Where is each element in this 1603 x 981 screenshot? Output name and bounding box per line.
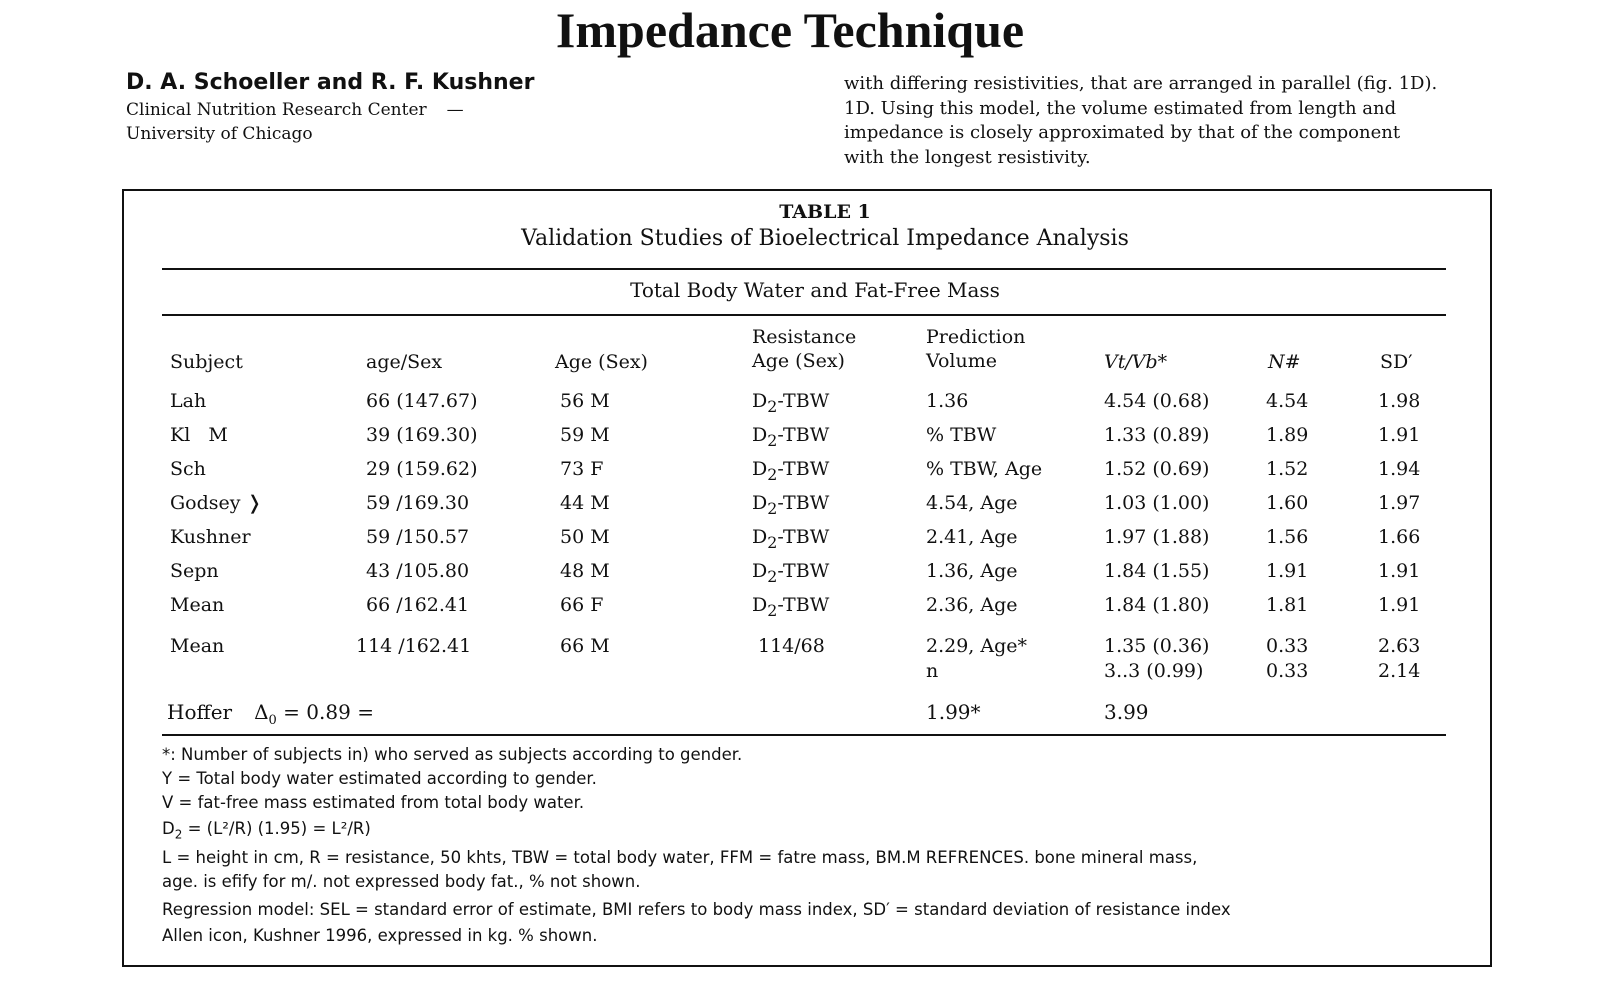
row-4-age-sex: 59 /169.30 bbox=[366, 492, 470, 514]
table-rule-header bbox=[162, 314, 1446, 316]
row-1-method: $D_2$-TBW bbox=[752, 390, 830, 416]
row-6-age-sex: 43 /105.80 bbox=[366, 560, 470, 582]
affiliation-line-2: University of Chicago bbox=[126, 124, 313, 144]
header-age-sex: age/Sex bbox=[366, 351, 443, 373]
footnote-3: V = fat-free mass estimated from total body water. bbox=[162, 793, 585, 812]
table-subtitle: Total Body Water and Fat-Free Mass bbox=[630, 278, 1000, 302]
row-1-vt-vb: 4.54 (0.68) bbox=[1104, 390, 1210, 412]
row-6-age-sex-2: 48 M bbox=[560, 560, 610, 582]
row-6-prediction: 1.36, Age bbox=[926, 560, 1018, 582]
row-4-n: 1.60 bbox=[1266, 492, 1309, 514]
footnote-8: Allen icon, Kushner 1996, expressed in kg. % shown. bbox=[162, 926, 598, 945]
row-4-method: $D_2$-TBW bbox=[752, 492, 830, 518]
row-5-subject: Kushner bbox=[170, 526, 251, 548]
row-6-method: $D_2$-TBW bbox=[752, 560, 830, 586]
row-8-method: 114/68 bbox=[758, 635, 825, 657]
row-1-prediction: 1.36 bbox=[926, 390, 969, 412]
header-prediction bbox=[926, 325, 1025, 373]
header-vt-vb: Vt/Vb* bbox=[1104, 351, 1168, 373]
row-7-method: $D_2$-TBW bbox=[752, 594, 830, 620]
row-4-prediction: 4.54, Age bbox=[926, 492, 1018, 514]
row-2-n: 1.89 bbox=[1266, 424, 1309, 446]
row-1-n: 4.54 bbox=[1266, 390, 1309, 412]
row-7-n: 1.81 bbox=[1266, 594, 1309, 616]
footnote-1: *: Number of subjects in) who served as subjects according to gender. bbox=[162, 745, 743, 764]
row-5-method: $D_2$-TBW bbox=[752, 526, 830, 552]
row-5-sd: 1.66 bbox=[1378, 526, 1421, 548]
row-6-vt-vb: 1.84 (1.55) bbox=[1104, 560, 1210, 582]
row-2-age-sex-2: 59 M bbox=[560, 424, 610, 446]
affiliation-dash: — bbox=[446, 100, 464, 120]
affiliation-center: Clinical Nutrition Research Center bbox=[126, 100, 427, 120]
row-1-age-sex: 66 (147.67) bbox=[366, 390, 478, 412]
row-2-prediction: % TBW bbox=[926, 424, 997, 446]
row-3-subject: Sch bbox=[170, 458, 206, 480]
row-6-n: 1.91 bbox=[1266, 560, 1309, 582]
table-rule-bottom bbox=[162, 734, 1446, 736]
table-label: TABLE 1 bbox=[779, 201, 871, 223]
header-prediction-line-2: Volume bbox=[926, 350, 997, 372]
row-5-age-sex-2: 50 M bbox=[560, 526, 610, 548]
intro-line: impedance is closely approximated by that of the component bbox=[844, 122, 1401, 143]
row-4-vt-vb: 1.03 (1.00) bbox=[1104, 492, 1210, 514]
row-8-age-sex-2: 66 M bbox=[560, 635, 610, 657]
row-8-vt-vb: 1.35 (0.36) bbox=[1104, 635, 1210, 657]
row-1-subject: Lah bbox=[170, 390, 207, 412]
row-7-vt-vb: 1.84 (1.80) bbox=[1104, 594, 1210, 616]
row-8-n: 0.33 bbox=[1266, 635, 1309, 657]
row-2-vt-vb: 1.33 (0.89) bbox=[1104, 424, 1210, 446]
header-age-sex-2: Age (Sex) bbox=[555, 351, 648, 373]
row-1-sd: 1.98 bbox=[1378, 390, 1421, 412]
header-resistance-line-1: Resistance bbox=[752, 326, 857, 348]
row-7-prediction: 2.36, Age bbox=[926, 594, 1018, 616]
row-2-subject: Kl M bbox=[170, 424, 228, 446]
row-2-age-sex: 39 (169.30) bbox=[366, 424, 478, 446]
header-subject: Subject bbox=[170, 351, 243, 373]
row-3-method: $D_2$-TBW bbox=[752, 458, 830, 484]
hoffer-vt-vb: 3.99 bbox=[1104, 700, 1149, 724]
header-resistance-line-2: Age (Sex) bbox=[752, 350, 845, 372]
row-3-age-sex: 29 (159.62) bbox=[366, 458, 478, 480]
table-rule-top bbox=[162, 268, 1446, 270]
row-5-prediction: 2.41, Age bbox=[926, 526, 1018, 548]
row-8-age-sex: 114 /162.41 bbox=[356, 635, 472, 657]
row-2-method: $D_2$-TBW bbox=[752, 424, 830, 450]
authors: D. A. Schoeller and R. F. Kushner bbox=[126, 70, 535, 95]
footnote-5: L = height in cm, R = resistance, 50 khts, TBW = total body water, FFM = fatre mass, BM.M REFRENCES. bone mineral mass, bbox=[162, 848, 1198, 867]
row-3-n: 1.52 bbox=[1266, 458, 1309, 480]
intro-line: with the longest resistivity. bbox=[844, 146, 1091, 168]
row-3-sd: 1.94 bbox=[1378, 458, 1421, 480]
row-3-prediction: % TBW, Age bbox=[926, 458, 1043, 480]
row-8-sd: 2.63 bbox=[1378, 635, 1421, 657]
row-3-vt-vb: 1.52 (0.69) bbox=[1104, 458, 1210, 480]
row-7-age-sex: 66 /162.41 bbox=[366, 594, 470, 616]
row-8-prediction: 2.29, Age* bbox=[926, 635, 1028, 657]
row-7-age-sex-2: 66 F bbox=[560, 594, 604, 616]
row-9-prediction: n bbox=[926, 660, 939, 682]
row-4-age-sex-2: 44 M bbox=[560, 492, 610, 514]
row-9-vt-vb: 3..3 (0.99) bbox=[1104, 660, 1204, 682]
row-5-n: 1.56 bbox=[1266, 526, 1309, 548]
hoffer-equation: = 0.89 = bbox=[276, 700, 374, 724]
header-prediction-line-1: Prediction bbox=[926, 326, 1026, 348]
hoffer-row bbox=[167, 700, 374, 728]
intro-line: 1D. Using this model, the volume estimated from length and bbox=[844, 97, 1397, 119]
header-n: N# bbox=[1268, 351, 1301, 373]
hoffer-delta: $\Delta_0$ bbox=[254, 700, 277, 728]
footnote-6: age. is efify for m/. not expressed body fat., % not shown. bbox=[162, 872, 641, 891]
row-3-age-sex-2: 73 F bbox=[560, 458, 604, 480]
row-6-sd: 1.91 bbox=[1378, 560, 1421, 582]
row-7-subject: Mean bbox=[170, 594, 225, 616]
row-8-subject: Mean bbox=[170, 635, 225, 657]
row-4-sd: 1.97 bbox=[1378, 492, 1421, 514]
affiliation-line-1 bbox=[126, 100, 464, 120]
row-4-subject: Godsey ❭ bbox=[170, 492, 263, 514]
footnote-4: $D_2 = (L^2/R) (1.95) = L^2/R$) bbox=[162, 819, 371, 842]
intro-line: with differing resistivities, that are arranged in parallel (fig. 1D). bbox=[844, 73, 1438, 94]
row-7-sd: 1.91 bbox=[1378, 594, 1421, 616]
row-9-sd: 2.14 bbox=[1378, 660, 1421, 682]
row-5-vt-vb: 1.97 (1.88) bbox=[1104, 526, 1210, 548]
footnote-2: Y = Total body water estimated according to gender. bbox=[162, 769, 597, 788]
row-1-age-sex-2: 56 M bbox=[560, 390, 610, 412]
page-title: Impedance Technique bbox=[555, 2, 1025, 58]
header-resistance bbox=[752, 325, 856, 373]
table-caption: Validation Studies of Bioelectrical Impedance Analysis bbox=[521, 226, 1129, 251]
row-6-subject: Sepn bbox=[170, 560, 219, 582]
header-sd: SD′ bbox=[1380, 351, 1413, 373]
row-5-age-sex: 59 /150.57 bbox=[366, 526, 470, 548]
intro-paragraph bbox=[844, 72, 1584, 170]
footnote-7: Regression model: SEL = standard error of estimate, BMI refers to body mass index, SD′ = standard deviation of resistance index bbox=[162, 900, 1231, 919]
row-9-n: 0.33 bbox=[1266, 660, 1309, 682]
hoffer-name: Hoffer bbox=[167, 700, 233, 724]
row-2-sd: 1.91 bbox=[1378, 424, 1421, 446]
hoffer-prediction: 1.99* bbox=[926, 700, 981, 724]
